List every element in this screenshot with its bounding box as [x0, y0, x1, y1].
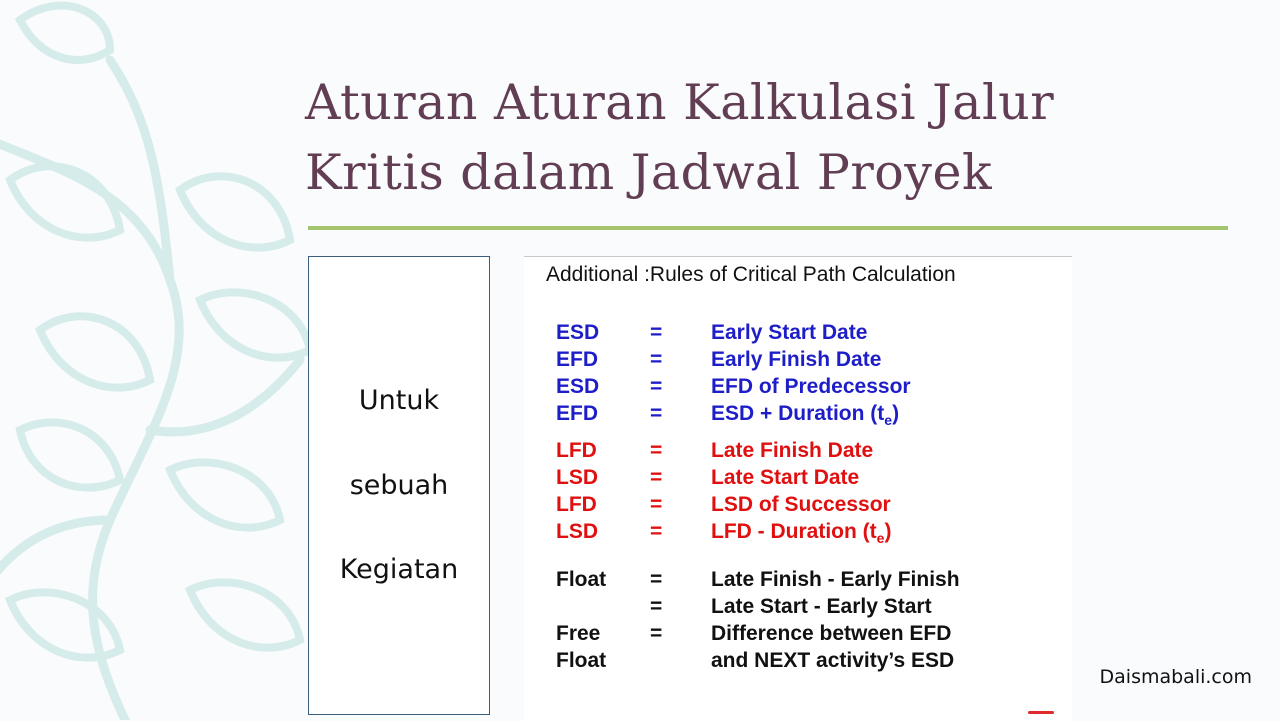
rule-equals: = — [650, 595, 663, 618]
rule-definition: Late Start Date — [711, 466, 860, 489]
rule-row-efd — [524, 347, 1072, 373]
rule-definition: EFD of Predecessor — [711, 375, 911, 398]
side-word-kegiatan: Kegiatan — [339, 554, 459, 585]
rule-row-lfd — [524, 438, 1072, 464]
rule-row-lsd — [524, 465, 1072, 491]
rule-row-free-float — [524, 621, 1072, 647]
rule-row-lfd-successor — [524, 492, 1072, 518]
title-line-1: Aturan Aturan Kalkulasi Jalur — [305, 74, 1055, 131]
rule-definition: LSD of Successor — [711, 493, 891, 516]
side-word-sebuah: sebuah — [349, 470, 449, 501]
rule-term: Float — [556, 568, 607, 591]
rule-definition: Late Start - Early Start — [711, 595, 932, 618]
duration-subscript: e — [884, 412, 893, 429]
decorative-red-mark — [1028, 711, 1054, 714]
rule-equals: = — [650, 520, 663, 543]
rule-term: EFD — [556, 402, 598, 425]
rule-row-float-alt — [524, 594, 1072, 620]
rule-definition: Late Finish - Early Finish — [711, 568, 960, 591]
rule-term: Free — [556, 622, 601, 645]
rule-row-float — [524, 567, 1072, 593]
rule-equals: = — [650, 321, 663, 344]
rule-definition — [711, 401, 899, 433]
rule-row-esd-predecessor — [524, 374, 1072, 400]
rule-row-free-float-cont — [524, 648, 1072, 674]
rule-equals: = — [650, 568, 663, 591]
rule-term: LSD — [556, 466, 598, 489]
activity-label-box — [308, 256, 490, 715]
decorative-leaf-vine — [0, 0, 330, 720]
site-credit: Daismabali.com — [1099, 666, 1252, 688]
rule-definition: Late Finish Date — [711, 439, 874, 462]
rule-row-esd — [524, 320, 1072, 346]
rule-term: LFD — [556, 439, 597, 462]
side-word-untuk: Untuk — [358, 385, 440, 416]
title-divider — [308, 226, 1228, 230]
duration-subscript: e — [876, 530, 885, 547]
rule-definition: Difference between EFD — [711, 622, 952, 645]
rule-term: ESD — [556, 375, 600, 398]
rule-row-lsd-duration — [524, 519, 1072, 545]
slide-title — [305, 68, 1235, 208]
rule-equals: = — [650, 466, 663, 489]
rule-term: Float — [556, 649, 607, 672]
rule-definition-text: ESD + Duration (t — [711, 402, 885, 425]
rule-equals: = — [650, 493, 663, 516]
rule-equals: = — [650, 348, 663, 371]
rule-definition-text: LFD - Duration (t — [711, 520, 877, 543]
rule-equals: = — [650, 439, 663, 462]
rule-equals: = — [650, 622, 663, 645]
rule-row-efd-duration — [524, 401, 1072, 427]
rule-equals: = — [650, 402, 663, 425]
rule-equals: = — [650, 375, 663, 398]
rule-definition: Early Finish Date — [711, 348, 882, 371]
rule-term: EFD — [556, 348, 598, 371]
rule-term: ESD — [556, 321, 600, 344]
rules-panel — [524, 256, 1072, 721]
rule-definition-close: ) — [892, 402, 900, 425]
rule-term: LFD — [556, 493, 597, 516]
rule-definition — [711, 519, 891, 551]
title-line-2: Kritis dalam Jadwal Proyek — [305, 144, 993, 201]
rule-term: LSD — [556, 520, 598, 543]
rule-definition-close: ) — [884, 520, 892, 543]
rules-heading: Additional :Rules of Critical Path Calculation — [546, 263, 956, 286]
rule-definition: Early Start Date — [711, 321, 868, 344]
rule-definition: and NEXT activity’s ESD — [711, 649, 955, 672]
